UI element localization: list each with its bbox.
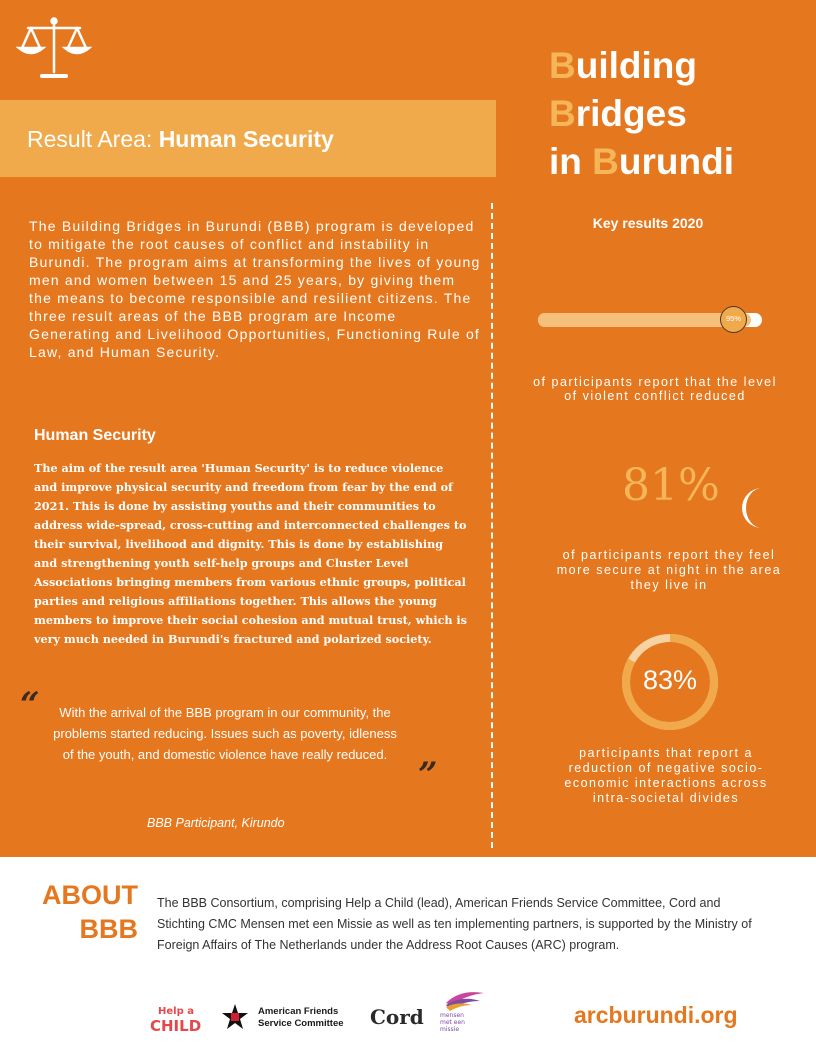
scales-of-justice-icon: [14, 14, 94, 84]
about-title-line-1: ABOUT: [42, 880, 138, 910]
afsc-logo-text: [258, 1006, 344, 1030]
crescent-moon-icon: [736, 486, 768, 530]
result-area-banner: [0, 100, 496, 177]
section-heading: Human Security: [34, 427, 156, 444]
progress-value-badge: [720, 306, 747, 333]
result-area-name: Human Security: [158, 126, 334, 152]
about-text: The BBB Consortium, comprising Help a Child (lead), American Friends Service Committee, Cord and Stichting CMC Mensen met een Missie as well as ten implementing partners, is supported by the Ministry of Foreign Affairs of The Netherlands under the Address Root Causes (ARC) program.: [157, 896, 752, 952]
stat-1-description: of participants report that the level of violent conflict reduced: [533, 375, 777, 403]
cord-logo: Cord: [370, 1005, 424, 1029]
progress-bar-fill: [538, 313, 751, 327]
mensen-line-2: met een: [440, 1019, 465, 1026]
title-line-3: [549, 138, 734, 186]
title-text: in: [549, 141, 593, 182]
intro-paragraph: The Building Bridges in Burundi (BBB) program is developed to mitigate the root causes of conflict and instability in Burundi. The program aims at transforming the lives of young men and women between 15 and 25 years, by giving them the means to become responsible and resilient citizens. The three result areas of the BBB program are Income Generating and Livelihood Opportunities, Functioning Rule of Law, and Human Security.: [29, 218, 481, 360]
dashed-divider: [491, 203, 493, 848]
title-text: ridges: [575, 93, 687, 134]
stat-3-value: 83%: [642, 665, 698, 695]
page-title: [549, 42, 734, 186]
title-initial: B: [549, 45, 576, 86]
open-quote-mark: “: [20, 685, 40, 725]
about-title-line-2: BBB: [79, 914, 138, 944]
section-body: The aim of the result area 'Human Security' is to reduce violence and improve physical security and freedom from fear by the end of 2021. This is done by assisting youths and their communities to address wide-spread, cross-cutting and interconnected challenges to their survival, livelihood and dignity. This is done by establishing and strengthening youth self-help groups and Cluster Level Associations bringing members from various ethnic groups, political parties and religious affiliations together. This allows the young members to improve their social cohesion and mutual trust, which is very much needed in Burundi's fractured and polarized society.: [34, 461, 467, 646]
title-initial: B: [549, 93, 576, 134]
result-area-label: [27, 126, 334, 153]
key-results-heading: Key results 2020: [592, 215, 704, 231]
stat-2-value: 81%: [622, 460, 720, 511]
quote-attribution: BBB Participant, Kirundo: [147, 816, 285, 830]
website-link[interactable]: arcburundi.org: [574, 1002, 738, 1028]
result-area-prefix: Result Area:: [27, 126, 159, 152]
title-initial: B: [592, 141, 619, 182]
afsc-line-1: American Friends: [258, 1006, 339, 1017]
stat-3-description: participants that report a reduction of negative socio-economic interactions across intra-societal divides: [564, 746, 768, 805]
mensen-met-een-missie-logo: [440, 987, 488, 1033]
close-quote-mark: ”: [418, 755, 438, 795]
title-line-2: [549, 90, 734, 138]
afsc-line-2: Service Committee: [258, 1018, 344, 1029]
title-line-1: [549, 42, 734, 90]
afsc-star-icon: [222, 1004, 248, 1030]
mensen-line-3: missie: [440, 1026, 460, 1033]
help-a-child-line-1: Help a: [158, 1006, 194, 1017]
help-a-child-line-2: CHILD: [150, 1017, 202, 1034]
stat-2-description: of participants report they feel more secure at night in the area they live in: [556, 548, 782, 592]
quote-text: With the arrival of the BBB program in our community, the problems started reducing. Issues such as poverty, idleness of the youth, and domestic violence have really reduced.: [53, 705, 397, 762]
mensen-line-1: mensen: [440, 1012, 464, 1019]
about-title: [30, 878, 138, 946]
progress-value-label: 95%: [725, 314, 741, 323]
help-a-child-logo: [150, 1002, 212, 1034]
title-text: urundi: [618, 141, 734, 182]
title-text: uilding: [575, 45, 697, 86]
